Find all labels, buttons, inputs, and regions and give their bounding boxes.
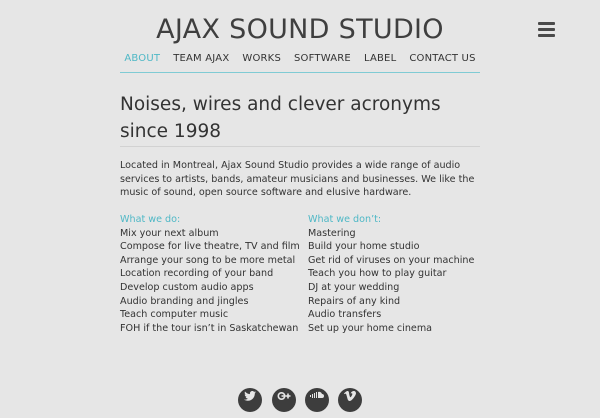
nav-item-software[interactable]: SOFTWARE <box>294 53 351 64</box>
list-item: FOH if the tour isn’t in Saskatchewan <box>120 322 299 334</box>
list-item: Teach computer music <box>120 309 229 321</box>
what-we-do-title: What we do: <box>120 214 181 225</box>
list-item: Develop custom audio apps <box>120 281 254 293</box>
nav-item-about[interactable]: ABOUT <box>124 53 161 64</box>
what-we-dont-list <box>308 213 493 335</box>
twitter-icon[interactable] <box>238 388 262 412</box>
hamburger-menu-icon[interactable] <box>538 22 555 38</box>
what-we-dont-title: What we don’t: <box>308 214 382 225</box>
list-item: Arrange your song to be more metal <box>120 254 296 266</box>
nav-item-contact-us[interactable]: CONTACT US <box>409 53 476 64</box>
soundcloud-icon[interactable] <box>305 388 329 412</box>
headline-divider <box>120 146 480 147</box>
list-item: DJ at your wedding <box>308 281 400 293</box>
site-title[interactable]: AJAX SOUND STUDIO <box>156 14 444 45</box>
google-plus-icon[interactable] <box>272 388 296 412</box>
list-item: Teach you how to play guitar <box>308 268 447 280</box>
list-item: Get rid of viruses on your machine <box>308 254 475 266</box>
list-item: Mastering <box>308 227 356 239</box>
list-item: Location recording of your band <box>120 268 274 280</box>
page-headline: Noises, wires and clever acronyms since 1998 <box>120 94 441 142</box>
list-item: Compose for live theatre, TV and film <box>120 241 300 253</box>
nav-item-team-ajax[interactable]: TEAM AJAX <box>173 53 230 64</box>
social-links <box>0 388 600 418</box>
main-nav <box>120 53 480 64</box>
nav-item-works[interactable]: WORKS <box>242 53 281 64</box>
list-item: Audio transfers <box>308 309 382 321</box>
vimeo-icon[interactable] <box>338 388 362 412</box>
nav-divider <box>120 72 480 73</box>
nav-item-label[interactable]: LABEL <box>363 53 397 64</box>
list-item: Build your home studio <box>308 241 420 253</box>
list-item: Mix your next album <box>120 227 219 239</box>
list-item: Repairs of any kind <box>308 295 401 307</box>
what-we-do-list <box>120 213 305 335</box>
intro-paragraph: Located in Montreal, Ajax Sound Studio provides a wide range of audio services to artists, bands, amateur musicians and businesses. We like the music of sound, open source software and elusive hardware. <box>120 160 475 199</box>
list-item: Set up your home cinema <box>308 322 433 334</box>
list-item: Audio branding and jingles <box>120 295 249 307</box>
